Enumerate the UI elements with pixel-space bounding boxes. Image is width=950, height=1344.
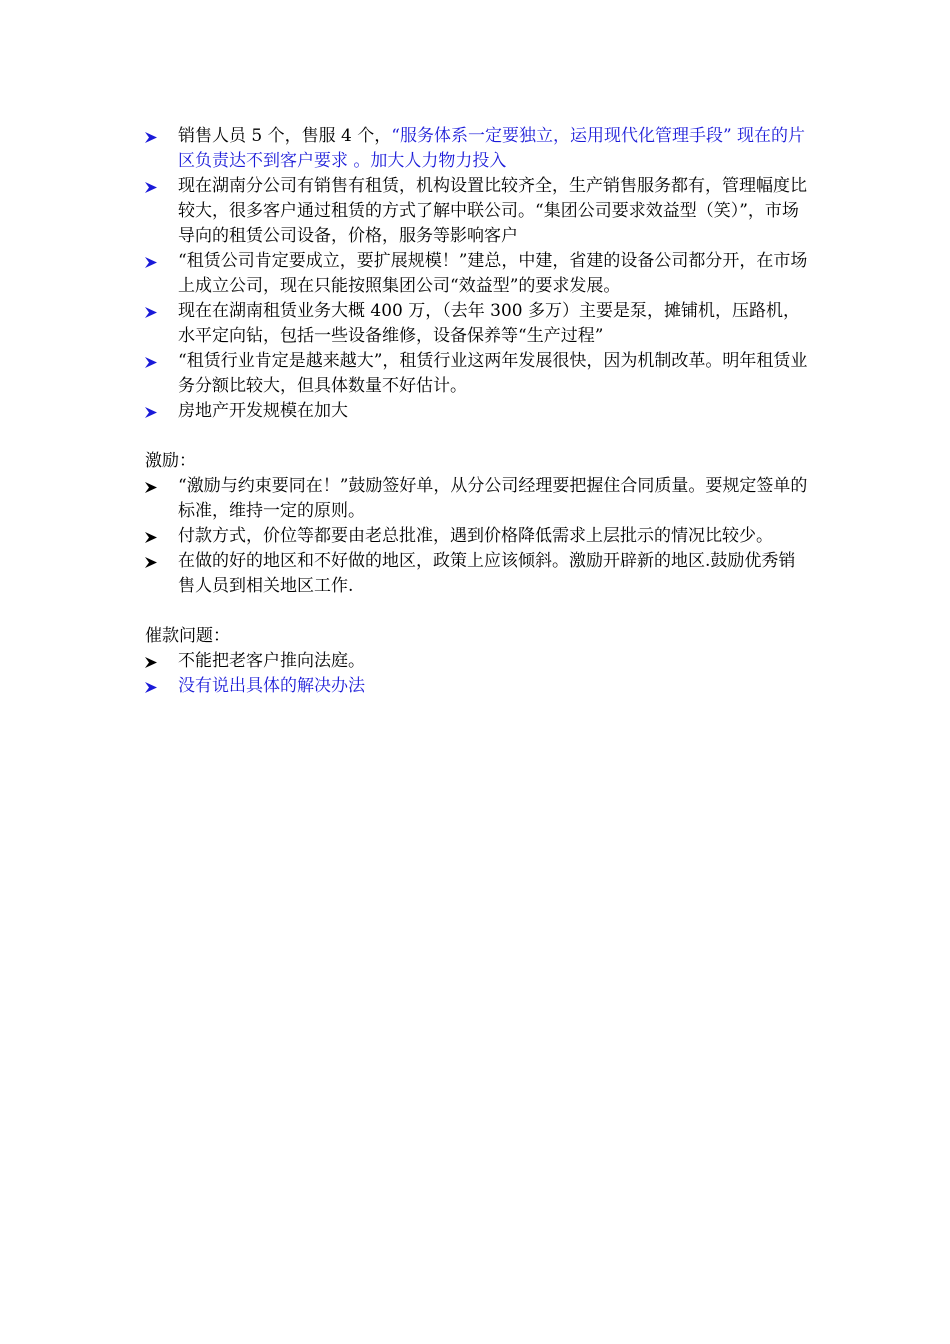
list-item (145, 474, 810, 524)
list-item (145, 249, 810, 299)
list-item (145, 349, 810, 399)
arrow-bullet-icon (145, 549, 165, 574)
list-item (145, 174, 810, 249)
bullet-list-market (145, 124, 810, 424)
list-item-text: “租赁公司肯定要成立，要扩展规模！”建总，中建，省建的设备公司都分开，在市场上成立公司，现在只能按照集团公司“效益型”的要求发展。 (178, 251, 808, 296)
list-item-highlight-text: 没有说出具体的解决办法 (178, 676, 365, 696)
list-item (145, 399, 810, 424)
list-item-text: “激励与约束要同在！”鼓励签好单，从分公司经理要把握住合同质量。要规定签单的标准，维持一定的原则。 (178, 476, 808, 521)
arrow-bullet-icon (145, 674, 165, 699)
list-item-text: 销售人员 5 个，售服 4 个， (178, 126, 392, 146)
list-item (145, 124, 810, 174)
list-item (145, 299, 810, 349)
section-title-incentive: 激励： (145, 451, 196, 471)
list-item (145, 524, 810, 549)
arrow-bullet-icon (145, 349, 165, 374)
arrow-bullet-icon (145, 524, 165, 549)
list-item-text: “租赁行业肯定是越来越大”，租赁行业这两年发展很快，因为机制改革。明年租赁业务分额比较大，但具体数量不好估计。 (178, 351, 808, 396)
list-item (145, 549, 810, 599)
arrow-bullet-icon (145, 299, 165, 324)
list-item (145, 674, 810, 699)
arrow-bullet-icon (145, 474, 165, 499)
bullet-list-incentive (145, 474, 810, 599)
list-item-text: 在做的好的地区和不好做的地区，政策上应该倾斜。激励开辟新的地区.鼓励优秀销售人员到相关地区工作. (178, 551, 796, 596)
list-item (145, 649, 810, 674)
list-item-text: 现在湖南分公司有销售有租赁，机构设置比较齐全，生产销售服务都有，管理幅度比较大，很多客户通过租赁的方式了解中联公司。“集团公司要求效益型（笑）”，市场导向的租赁公司设备，价格，服务等影响客户 (178, 176, 807, 246)
list-item-text: 付款方式，价位等都要由老总批准，遇到价格降低需求上层批示的情况比较少。 (178, 526, 773, 546)
list-item-text: 现在在湖南租赁业务大概 400 万，（去年 300 多万）主要是泵，摊铺机，压路机，水平定向钻，包括一些设备维修，设备保养等“生产过程” (178, 301, 801, 346)
arrow-bullet-icon (145, 249, 165, 274)
list-item-text: 不能把老客户推向法庭。 (178, 651, 365, 671)
arrow-bullet-icon (145, 174, 165, 199)
list-item-highlight-text: “服务体系一定要独立，运用现代化管理手段” 现在的片区负责达不到客户要求 。加大人力物力投入 (178, 126, 806, 171)
arrow-bullet-icon (145, 124, 165, 149)
arrow-bullet-icon (145, 649, 165, 674)
bullet-list-collection (145, 649, 810, 699)
arrow-bullet-icon (145, 399, 165, 424)
document-body (145, 124, 810, 699)
list-item-text: 房地产开发规模在加大 (178, 401, 348, 421)
section-title-collection: 催款问题： (145, 626, 230, 646)
